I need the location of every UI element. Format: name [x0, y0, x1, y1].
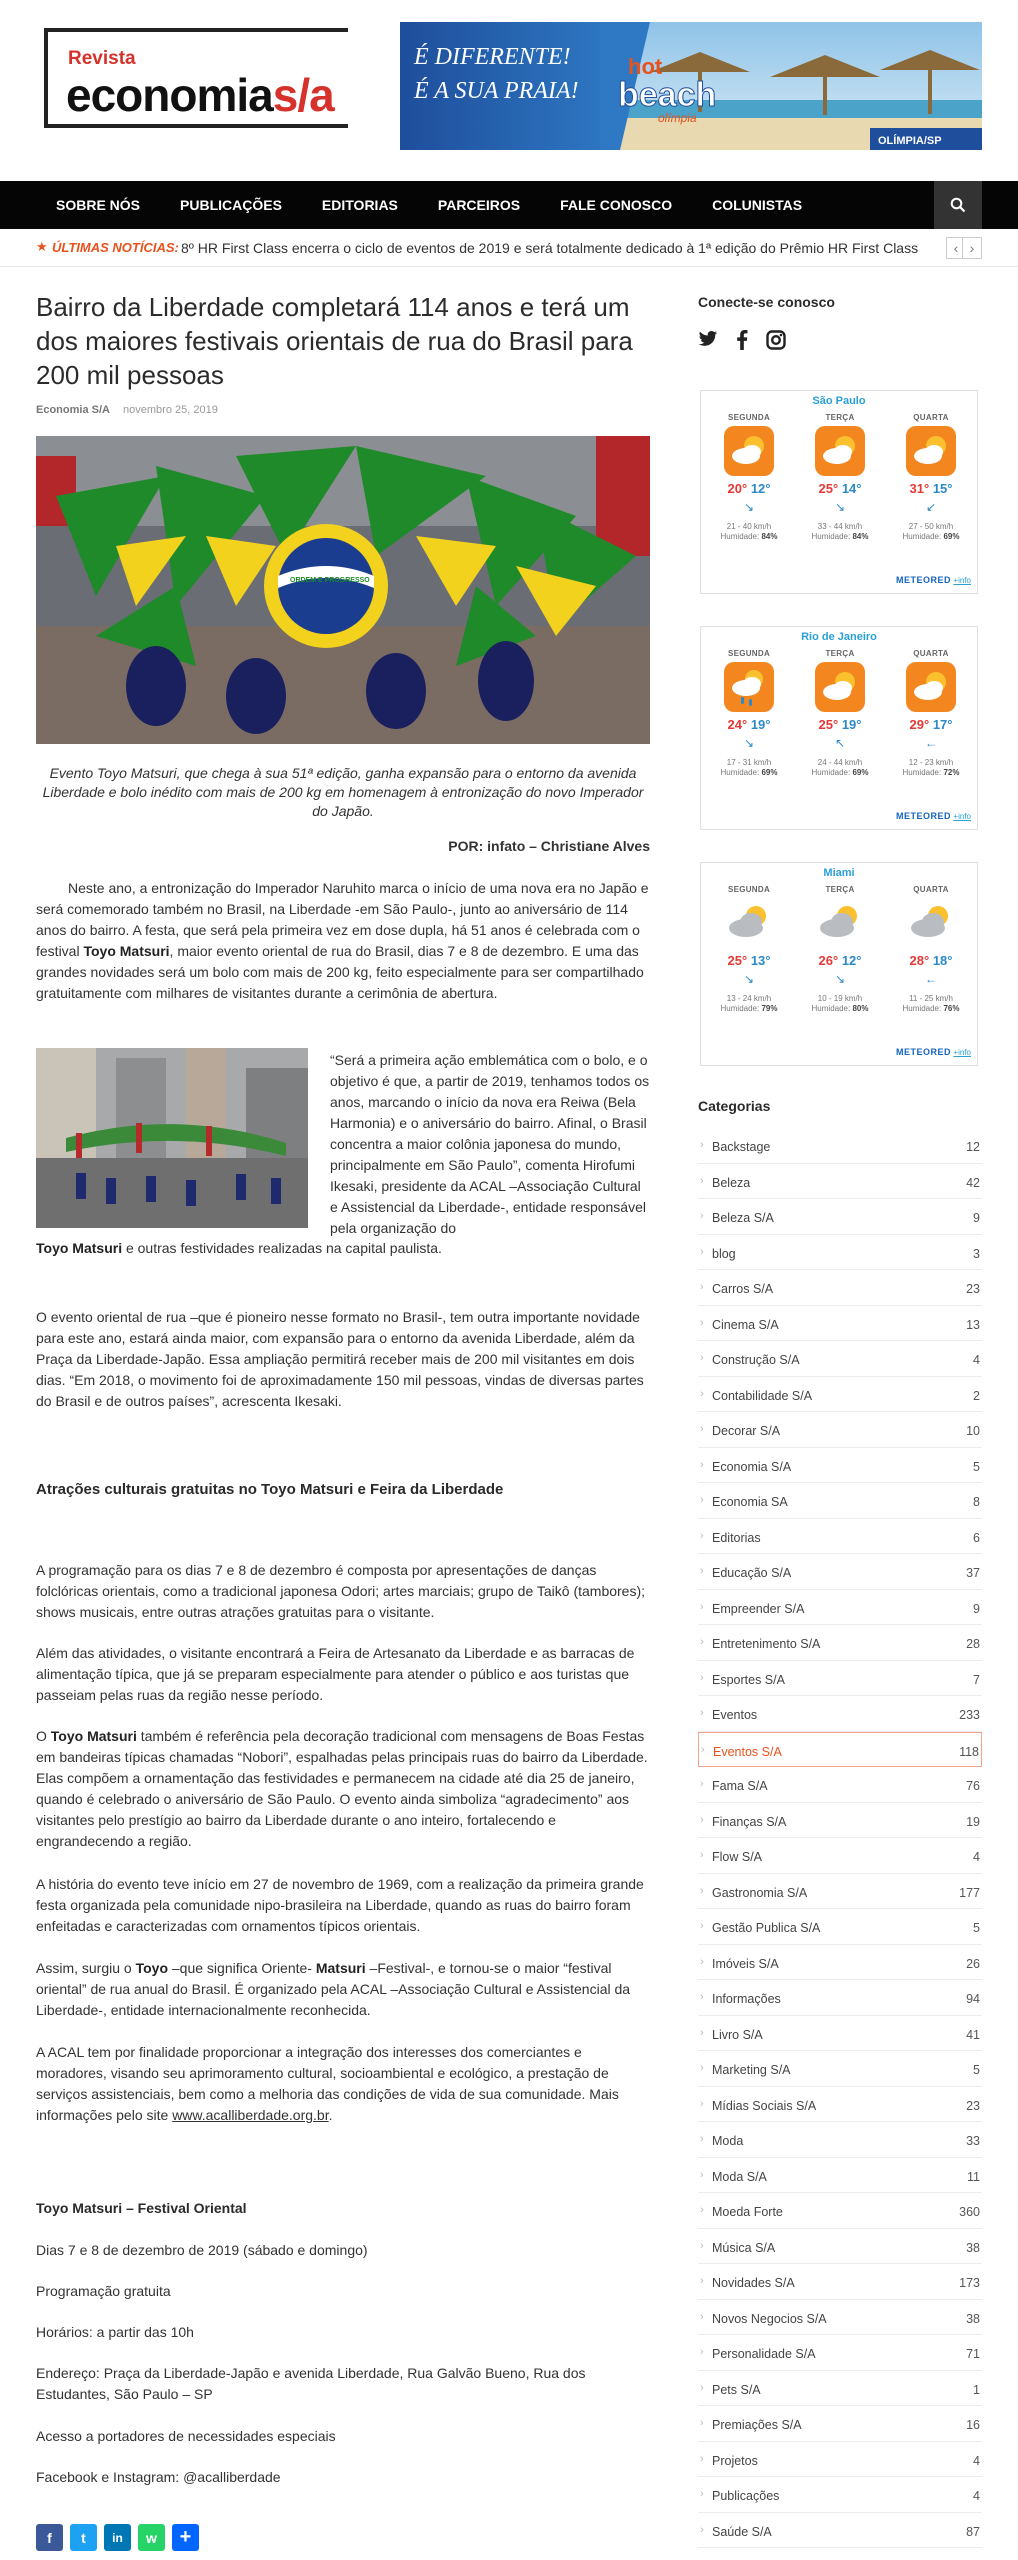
category-item[interactable] [698, 1519, 982, 1555]
category-item[interactable] [698, 1909, 982, 1945]
chevron-right-icon: › [700, 2346, 704, 2358]
category-item[interactable] [698, 1235, 982, 1271]
category-item[interactable] [698, 1341, 982, 1377]
chevron-right-icon: › [700, 1813, 704, 1826]
category-name[interactable]: Música S/A [712, 2240, 776, 2255]
nav-item-colunistas[interactable]: COLUNISTAS [712, 197, 803, 213]
category-count: 173 [959, 2276, 980, 2290]
category-count: 7 [973, 1672, 980, 1687]
category-name[interactable]: Economia SA [712, 1495, 788, 1509]
weather-more-info-link[interactable]: +info [953, 812, 971, 821]
category-name[interactable]: blog [712, 1246, 736, 1261]
chevron-right-icon: › [700, 2381, 704, 2394]
chevron-right-icon: › [700, 1423, 704, 1435]
info-accessibility: Acesso a portadores de necessidades especiais [36, 2428, 336, 2444]
wind-arrow-icon: ↙ [925, 500, 937, 514]
category-name[interactable]: Pets S/A [712, 2382, 761, 2397]
category-name[interactable]: Finanças S/A [712, 1814, 787, 1829]
weather-city[interactable]: Miami [823, 867, 855, 879]
article-paragraph-4: A programação para os dias 7 e 8 de dezembro é composta por apresentações de danças folclóricas orientais, como a tradicional japonesa Odori; artes marciais; grupo de Taikô (tambores); shows musicais, entre outras atrações gratuitas para o visitante. [36, 1562, 646, 1620]
cloud-sun-icon [724, 426, 774, 476]
article-paragraph-8: Assim, surgiu o Toyo –que significa Oriente- Matsuri –Festival-, e tornou-se o maior “festival oriental” de rua anual do Brasil. É organizado pela ACAL –Associação Cultural e Assistencial da Liberdade-, entidade internacionalmente reconhecida. [36, 1960, 631, 2018]
category-count: 76 [966, 1779, 980, 1793]
category-count: 38 [966, 2311, 980, 2326]
article-meta [36, 404, 218, 416]
category-count: 233 [959, 1708, 980, 1722]
category-count: 33 [966, 2134, 980, 2148]
article-paragraph-3: O evento oriental de rua –que é pioneiro nesse formato no Brasil-, tem outra importante novidade para este ano, estará ainda maior, com expansão para o entorno da avenida Liberdade, além da Praça da Liberdade-Japão. Essa ampliação permitirá receber mais de 200 mil visitantes em dois dias. “Em 2018, o movimento foi de aproximadamente 150 mil pessoas, vindas de diversas partes do Brasil e de outros países”, acrescenta Ikesaki. [36, 1309, 644, 1409]
banner-brand-beach: beach [618, 76, 717, 114]
category-count: 41 [966, 2027, 980, 2042]
chevron-right-icon: › [700, 2310, 704, 2323]
weather-widget-rio-de-janeiro [700, 626, 978, 830]
info-address: Endereço: Praça da Liberdade-Japão e avenida Liberdade, Rua Galvão Bueno, Rua dos Estudantes, São Paulo – SP [36, 2365, 586, 2402]
chevron-right-icon: › [700, 1600, 704, 1613]
category-item[interactable] [698, 1696, 982, 1732]
category-item[interactable] [698, 2158, 982, 2194]
main-navigation [0, 181, 1018, 229]
category-name[interactable]: Gastronomia S/A [712, 1885, 808, 1900]
category-name[interactable]: Eventos [712, 1708, 758, 1722]
category-item[interactable] [698, 2051, 982, 2087]
meteored-logo[interactable]: METEORED [895, 811, 951, 821]
category-item[interactable] [698, 2477, 982, 2513]
article-hero-image [36, 436, 650, 744]
chevron-right-icon: › [700, 2417, 704, 2429]
hero-flag-text: ORDEM E PROGRESSO [290, 577, 370, 584]
category-count: 23 [966, 1282, 980, 1296]
ticker-label: ÚLTIMAS NOTÍCIAS: [52, 240, 179, 255]
banner-location: OLÍMPIA/SP [878, 135, 942, 147]
star-icon: ★ [36, 239, 48, 254]
share-more-button[interactable]: + [172, 2524, 199, 2551]
category-count: 9 [973, 1601, 980, 1616]
category-name[interactable]: Esportes S/A [712, 1672, 785, 1687]
cloud-sun-icon [906, 426, 956, 476]
chevron-right-icon: › [700, 1955, 704, 1968]
share-linkedin-button[interactable]: in [104, 2524, 131, 2551]
meteored-logo[interactable]: METEORED [895, 575, 951, 585]
article-paragraph-5: Além das atividades, o visitante encontrará a Feira de Artesanato da Liberdade e as barracas de alimentação típica, que já se preparam especialmente para atender o público e aos turistas que passeiam pelas ruas da região nesse período. [36, 1645, 635, 1703]
category-item[interactable] [698, 2513, 982, 2549]
category-count: 2 [973, 1388, 980, 1403]
category-count: 26 [966, 1956, 980, 1971]
category-item[interactable] [698, 1270, 982, 1306]
article-title: Bairro da Liberdade completará 114 anos e terá um dos maiores festivais orientais de rua do Brasil para 200 mil pessoas [36, 292, 633, 390]
chevron-right-icon: › [700, 1281, 704, 1293]
category-item[interactable] [698, 1554, 982, 1590]
chevron-right-icon: › [700, 1636, 704, 1648]
category-item[interactable] [698, 1803, 982, 1839]
category-name[interactable]: Eventos S/A [713, 1744, 782, 1759]
info-social: Facebook e Instagram: @acalliberdade [36, 2469, 281, 2485]
category-item[interactable] [698, 1874, 982, 1910]
category-name[interactable]: Beleza [712, 1175, 751, 1190]
wind-arrow-icon: ← [925, 972, 937, 986]
category-name[interactable]: Moeda Forte [712, 2205, 783, 2219]
category-name[interactable]: Flow S/A [712, 1850, 763, 1864]
weather-day: TERÇA 25° 19° ↖ 24 - 44 km/h Humidade: 69% [800, 649, 880, 777]
weather-day: SEGUNDA 25° 13° ↘ 13 - 24 km/h Humidade: 79% [709, 885, 789, 1013]
chevron-right-icon: › [700, 1565, 704, 1577]
category-count: 4 [973, 1353, 980, 1367]
share-whatsapp-button[interactable]: w [138, 2524, 165, 2551]
category-name[interactable]: Entretenimento S/A [712, 1637, 821, 1651]
weather-day: QUARTA 29° 17° ← 12 - 23 km/h Humidade: 72% [891, 649, 971, 777]
chevron-right-icon: › [700, 1139, 704, 1151]
twitter-icon[interactable] [698, 330, 718, 348]
category-name[interactable]: Contabilidade S/A [712, 1388, 813, 1403]
category-name[interactable]: Mídias Sociais S/A [712, 2098, 817, 2113]
wind-arrow-icon: ↘ [834, 500, 846, 514]
category-name[interactable]: Projetos [712, 2453, 758, 2468]
category-item[interactable] [698, 1306, 982, 1342]
chevron-right-icon: › [700, 1387, 704, 1400]
category-count: 4 [973, 2453, 980, 2468]
chevron-right-icon: › [701, 1743, 705, 1756]
chevron-right-icon: › [700, 2204, 704, 2216]
chevron-right-icon: › [700, 1991, 704, 2003]
weather-city[interactable]: São Paulo [812, 395, 866, 407]
nav-item-editorias[interactable]: EDITORIAS [321, 197, 398, 213]
categories-list [698, 1128, 982, 2548]
chevron-right-icon: › [700, 2452, 704, 2465]
nav-item-parceiros[interactable]: PARCEIROS [437, 197, 521, 213]
article-paragraph-7: A história do evento teve início em 27 de novembro de 1969, com a realização da primeira grande festa organizada pela comunidade nipo-brasileira na Liberdade, quando as ruas do bairro foram enfeitadas e caracterizadas com ornamentos típicos orientais. [36, 1876, 644, 1934]
chevron-right-icon: › [700, 1778, 704, 1790]
info-dates: Dias 7 e 8 de dezembro de 2019 (sábado e domingo) [36, 2242, 368, 2258]
category-name[interactable]: Novos Negocios S/A [712, 2311, 827, 2326]
chevron-right-icon: › [700, 1352, 704, 1364]
category-name[interactable]: Personalidade S/A [712, 2347, 816, 2361]
chevron-right-icon: › [700, 2239, 704, 2252]
chevron-right-icon: › [700, 1210, 704, 1222]
category-count: 8 [973, 1495, 980, 1509]
category-name[interactable]: Empreender S/A [712, 1601, 805, 1616]
chevron-right-icon: › [700, 1245, 704, 1258]
weather-day: TERÇA 25° 14° ↘ 33 - 44 km/h Humidade: 84% [800, 413, 880, 541]
chevron-right-icon: › [700, 2062, 704, 2074]
banner-line1: É DIFERENTE! [414, 44, 571, 70]
category-name[interactable]: Moda [712, 2134, 744, 2148]
article-paragraph-2a: “Será a primeira ação emblemática com o bolo, e o objetivo é que, a partir de 2019, tenhamos todos os anos, marcando o início da nova era Reiwa (Bela Harmonia) e o aniversário do bairro. Afinal, o Brasil concentra a maior colônia japonesa do mundo, principalmente em São Paulo”, comenta Hirofumi Ikesaki, presidente da ACAL –Associação Cultural e Assistencial da Liberdade-, entidade responsável pela organização do [330, 1052, 650, 1236]
search-button[interactable] [934, 181, 982, 229]
category-name[interactable]: Cinema S/A [712, 1317, 779, 1332]
weather-day: SEGUNDA 20° 12° ↘ 21 - 40 km/h Humidade: 84% [709, 413, 789, 541]
category-item[interactable] [698, 2371, 982, 2407]
category-count: 16 [966, 2418, 980, 2432]
chevron-right-icon: › [700, 1458, 704, 1471]
banner-line2: É A SUA PRAIA! [414, 78, 579, 104]
category-count: 118 [959, 1744, 979, 1759]
category-count: 38 [966, 2240, 980, 2255]
ticker-headline-link[interactable]: 8º HR First Class encerra o ciclo de eventos de 2019 e será totalmente dedicado à 1ª edição do Prêmio HR First Class [181, 240, 919, 256]
chevron-right-icon: › [700, 2275, 704, 2287]
category-count: 42 [966, 1175, 980, 1190]
cloud-sun-icon [906, 662, 956, 712]
chevron-right-icon: › [700, 2168, 704, 2181]
category-count: 3 [973, 1246, 980, 1261]
instagram-icon[interactable] [766, 330, 786, 350]
chevron-right-icon: › [700, 2133, 704, 2145]
meteored-logo[interactable]: METEORED [895, 1047, 951, 1057]
category-count: 23 [966, 2098, 980, 2113]
category-item[interactable] [698, 1448, 982, 1484]
category-name[interactable]: Editorias [712, 1530, 761, 1545]
weather-city[interactable]: Rio de Janeiro [801, 631, 877, 643]
acal-website-link[interactable]: www.acalliberdade.org.br [172, 2107, 329, 2123]
cloud-sun-gray-icon [906, 898, 956, 948]
category-count: 13 [966, 1317, 980, 1332]
category-name[interactable]: Economia S/A [712, 1459, 792, 1474]
category-name[interactable]: Premiações S/A [712, 2418, 802, 2432]
chevron-right-icon: › [700, 1174, 704, 1187]
category-item[interactable] [698, 1164, 982, 1200]
category-item[interactable] [698, 1945, 982, 1981]
share-facebook-button[interactable]: f [36, 2524, 63, 2551]
weather-day: QUARTA 28° 18° ← 11 - 25 km/h Humidade: 76% [891, 885, 971, 1013]
search-icon [950, 197, 966, 213]
category-item[interactable] [698, 2122, 982, 2158]
nav-item-sobre-nos[interactable]: SOBRE NÓS [56, 197, 141, 213]
wind-arrow-icon: ↘ [743, 972, 755, 986]
category-count: 11 [967, 2169, 980, 2184]
news-ticker [0, 229, 1018, 267]
categories-heading: Categorias [698, 1098, 771, 1114]
site-logo[interactable] [44, 28, 348, 128]
category-item[interactable] [698, 2406, 982, 2442]
weather-day: TERÇA 26° 12° ↘ 10 - 19 km/h Humidade: 80% [800, 885, 880, 1013]
section-heading-festival: Toyo Matsuri – Festival Oriental [36, 2200, 247, 2216]
category-name[interactable]: Publicações [712, 2489, 780, 2503]
category-count: 5 [973, 1459, 980, 1474]
ticker-next-button[interactable]: › [962, 237, 982, 259]
category-count: 360 [959, 2205, 980, 2219]
chevron-right-icon: › [700, 1920, 704, 1932]
article-date: novembro 25, 2019 [123, 404, 218, 416]
category-count: 87 [966, 2524, 980, 2539]
category-item[interactable] [698, 1590, 982, 1626]
category-item[interactable] [698, 1625, 982, 1661]
info-free: Programação gratuita [36, 2283, 171, 2299]
article-author-link[interactable]: Economia S/A [36, 404, 110, 416]
chevron-right-icon: › [700, 2523, 704, 2536]
category-item[interactable] [698, 1377, 982, 1413]
category-name[interactable]: Informações [712, 1992, 781, 2006]
ticker-prev-button[interactable]: ‹ [946, 237, 966, 259]
category-item[interactable] [698, 1732, 982, 1768]
cloud-sun-gray-icon [724, 898, 774, 948]
category-name[interactable]: Educação S/A [712, 1566, 792, 1580]
category-name[interactable]: Novidades S/A [712, 2276, 795, 2290]
category-item[interactable] [698, 1980, 982, 2016]
chevron-right-icon: › [700, 1671, 704, 1684]
category-name[interactable]: Backstage [712, 1140, 771, 1154]
category-item[interactable] [698, 1661, 982, 1697]
category-item[interactable] [698, 2264, 982, 2300]
category-count: 28 [966, 1637, 980, 1651]
category-count: 10 [966, 1424, 980, 1438]
banner-brand-hot: hot [628, 54, 663, 79]
section-heading-attractions: Atrações culturais gratuitas no Toyo Matsuri e Feira da Liberdade [36, 1481, 504, 1498]
article-paragraph-9: A ACAL tem por finalidade proporcionar a integração dos interesses dos comerciantes e moradores, visando seu aprimoramento cultural, socioambiental e ecológico, a prestação de serviços assistenciais, bem como a melhoria das condições de vida de sua comunidade. Mais informações pelo site www.acalliberdade.org.br. [36, 2044, 619, 2123]
category-name[interactable]: Moda S/A [712, 2169, 767, 2184]
category-name[interactable]: Imóveis S/A [712, 1956, 779, 1971]
category-count: 4 [973, 1850, 980, 1864]
social-links [698, 330, 786, 350]
chevron-right-icon: › [700, 1494, 704, 1506]
weather-widget-miami [700, 862, 978, 1066]
category-item[interactable] [698, 1412, 982, 1448]
article-paragraph-2b: Toyo Matsuri e outras festividades realizadas na capital paulista. [36, 1240, 442, 1256]
wind-arrow-icon: ↘ [834, 972, 846, 986]
category-name[interactable]: Construção S/A [712, 1353, 800, 1367]
weather-widget-sao-paulo [700, 390, 978, 594]
category-item[interactable] [698, 2193, 982, 2229]
connect-heading: Conecte-se conosco [698, 294, 835, 310]
category-item[interactable] [698, 2087, 982, 2123]
chevron-right-icon: › [700, 1316, 704, 1329]
article-inline-image [36, 1048, 308, 1228]
chevron-right-icon: › [700, 2026, 704, 2039]
weather-day: SEGUNDA 24° 19° ↘ 17 - 31 km/h Humidade: 69% [709, 649, 789, 777]
category-name[interactable]: Livro S/A [712, 2027, 763, 2042]
category-item[interactable] [698, 1483, 982, 1519]
banner-brand-olimpia: olímpia [658, 111, 697, 125]
category-count: 12 [966, 1140, 980, 1154]
category-name[interactable]: Carros S/A [712, 1282, 774, 1296]
article-paragraph-6: O Toyo Matsuri também é referência pela decoração tradicional com mensagens de Boas Festas em bandeiras típicas chamadas “Nobori”, espalhadas pelas principais ruas do bairro da Liberdade. Elas compõem a ornamentação das festividades e permanecem na cidade até dia 25 de janeiro, quando é celebrado o aniversário de São Paulo. O evento ainda simboliza “agradecimento” aos visitantes pelo prestígio ao bairro da Liberdade durante o ano inteiro, fortalecendo e engrandecendo a região. [36, 1728, 648, 1849]
weather-more-info-link[interactable]: +info [953, 1048, 971, 1057]
category-name[interactable]: Fama S/A [712, 1779, 768, 1793]
category-item[interactable] [698, 2442, 982, 2478]
category-count: 177 [959, 1885, 980, 1900]
chevron-right-icon: › [700, 1884, 704, 1897]
info-hours: Horários: a partir das 10h [36, 2324, 194, 2340]
category-item[interactable] [698, 2300, 982, 2336]
chevron-right-icon: › [700, 1849, 704, 1861]
category-count: 37 [966, 1566, 980, 1580]
category-count: 5 [973, 2063, 980, 2077]
category-item[interactable] [698, 2016, 982, 2052]
weather-day: QUARTA 31° 15° ↙ 27 - 50 km/h Humidade: 69% [891, 413, 971, 541]
logo-revista-text: Revista [68, 48, 136, 69]
category-count: 1 [973, 2382, 980, 2397]
share-buttons [36, 2524, 199, 2551]
hero-caption: Evento Toyo Matsuri, que chega à sua 51ª edição, ganha expansão para o entorno da avenida Liberdade e bolo inédito com mais de 200 kg em homenagem à entronização do novo Imperador do Japão. [42, 765, 644, 819]
chevron-right-icon: › [700, 2488, 704, 2500]
category-name[interactable]: Beleza S/A [712, 1211, 774, 1225]
wind-arrow-icon: ↘ [743, 500, 755, 514]
category-item[interactable] [698, 2229, 982, 2265]
cloud-sun-icon [815, 426, 865, 476]
chevron-right-icon: › [700, 2097, 704, 2110]
category-item[interactable] [698, 2335, 982, 2371]
category-name[interactable]: Gestão Publica S/A [712, 1921, 821, 1935]
site-header [0, 0, 1018, 180]
share-twitter-button[interactable]: t [70, 2524, 97, 2551]
category-name[interactable]: Saúde S/A [712, 2524, 772, 2539]
category-count: 6 [973, 1530, 980, 1545]
category-count: 71 [966, 2347, 980, 2361]
article-byline: POR: infato – Christiane Alves [448, 838, 650, 854]
wind-arrow-icon: ↘ [743, 736, 755, 750]
cloud-sun-icon [815, 662, 865, 712]
facebook-icon[interactable] [736, 330, 748, 350]
category-name[interactable]: Marketing S/A [712, 2063, 791, 2077]
wind-arrow-icon: ← [925, 736, 937, 750]
cloud-sun-gray-icon [815, 898, 865, 948]
chevron-right-icon: › [700, 1529, 704, 1542]
category-count: 5 [973, 1921, 980, 1935]
weather-more-info-link[interactable]: +info [953, 576, 971, 585]
category-item[interactable] [698, 1838, 982, 1874]
wind-arrow-icon: ↖ [834, 736, 846, 750]
category-item[interactable] [698, 1199, 982, 1235]
category-count: 9 [973, 1211, 980, 1225]
category-item[interactable] [698, 1767, 982, 1803]
category-count: 19 [966, 1814, 980, 1829]
cloud-rain-icon [724, 662, 774, 712]
chevron-right-icon: › [700, 1707, 704, 1719]
hot-beach-banner-ad[interactable] [400, 22, 982, 150]
category-count: 94 [966, 1992, 980, 2006]
category-item[interactable] [698, 1128, 982, 1164]
nav-item-publicacoes[interactable]: PUBLICAÇÕES [180, 197, 282, 213]
article-paragraph-1: Neste ano, a entronização do Imperador Naruhito marca o início de uma nova era no Japão e será comemorado também no Brasil, na Liberdade -em São Paulo-, junto ao aniversário de 114 anos do bairro. A festa, que será pela primeira vez em dose dupla, há 51 anos é celebrada com o festival Toyo Matsuri, maior evento oriental de rua do Brasil, dias 7 e 8 de dezembro. E uma das grandes novidades será um bolo com mais de 200 kg, feito especialmente para ser compartilhado gratuitamente com milhares de visitantes durante a cerimônia de abertura. [36, 880, 649, 1001]
category-name[interactable]: Decorar S/A [712, 1424, 781, 1438]
nav-item-fale-conosco[interactable]: FALE CONOSCO [560, 197, 673, 213]
logo-economia-text: economias/a [66, 69, 334, 121]
category-count: 4 [973, 2489, 980, 2503]
